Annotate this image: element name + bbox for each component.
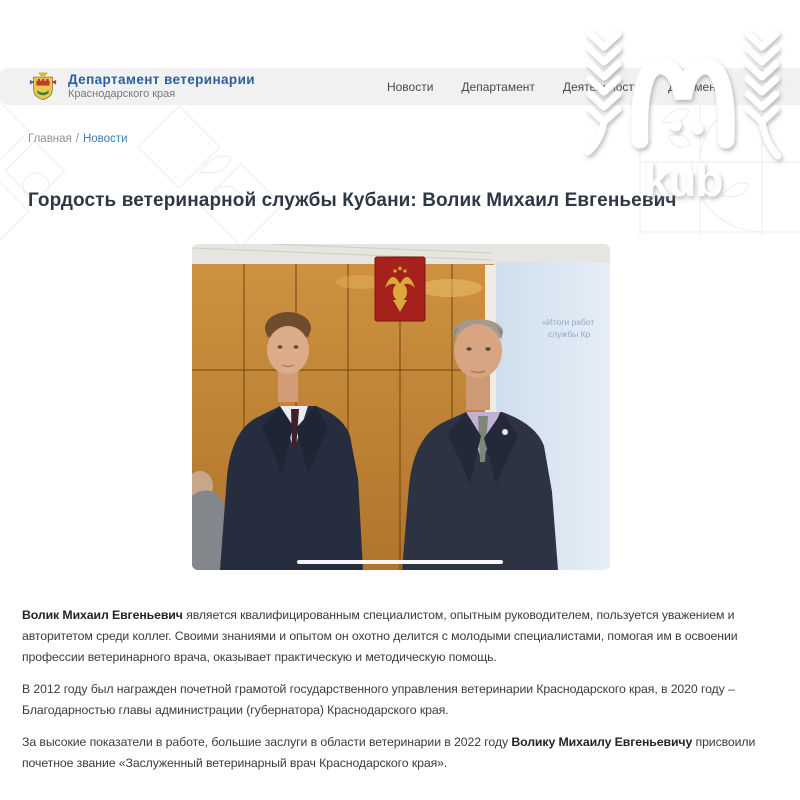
photo-screen-line-2: службы Кр [548,329,591,339]
nav-more-button[interactable]: ... [757,79,768,94]
article-body [22,605,780,785]
article-paragraph: За высокие показатели в работе, большие заслуги в области ветеринарии в 2022 году Волику Михаилу Евгеньевичу присвоили почетное звание «Заслуженный ветеринарный врач Краснодарского края». [22,735,756,770]
wheat-ears-m-logo-icon [578,20,788,212]
coat-of-arms-icon [28,70,58,103]
nav-item-documents[interactable]: Документы [668,79,730,94]
main-nav [387,68,768,105]
article-photo[interactable] [192,244,610,570]
nav-item-news[interactable]: Новости [386,79,434,94]
russia-coat-of-arms-icon [375,257,425,321]
article-title: Гордость ветеринарной службы Кубани: Волик Михаил Евгеньевич [28,190,677,211]
breadcrumb-current[interactable]: Новости [82,133,128,145]
site-brand[interactable] [28,70,255,103]
article-paragraph: В 2012 году был награжден почетной грамотой государственного управления ветеринарии Краснодарского края, в 2020 году – Благодарностью главы администрации (губернатора) Краснодарского края. [22,682,735,717]
nav-item-activity[interactable]: Деятельность [562,79,641,94]
breadcrumb-home[interactable]: Главная [28,133,72,145]
watermark-text: kub [643,154,723,206]
article-paragraph: Волик Михаил Евгеньевич является квалифицированным специалистом, опытным руководителем, пользуется уважением и авторитетом среди коллег. Своими знаниями и опытом он охотно делится с молодыми специалистами, помогая им в освоении профессии ветеринарного врача, оказывает практическую и методическую помощь. [22,608,738,664]
person-name-bold: Волик Михаил Евгеньевич [22,608,183,622]
site-subtitle: Краснодарского края [68,87,176,100]
site-title-block [68,73,255,101]
photo-scene [192,244,610,570]
breadcrumb [28,133,128,145]
person-name-bold: Волику Михаилу Евгеньевичу [511,735,693,749]
photo-screen-line-1: «Итоги работ [542,317,595,327]
carousel-scrollbar[interactable] [297,560,503,564]
breadcrumb-separator: / [75,133,79,145]
nav-item-department[interactable]: Департамент [461,79,535,94]
site-title: Департамент ветеринарии [68,71,255,87]
site-header [0,68,800,105]
kub-watermark [578,20,788,212]
